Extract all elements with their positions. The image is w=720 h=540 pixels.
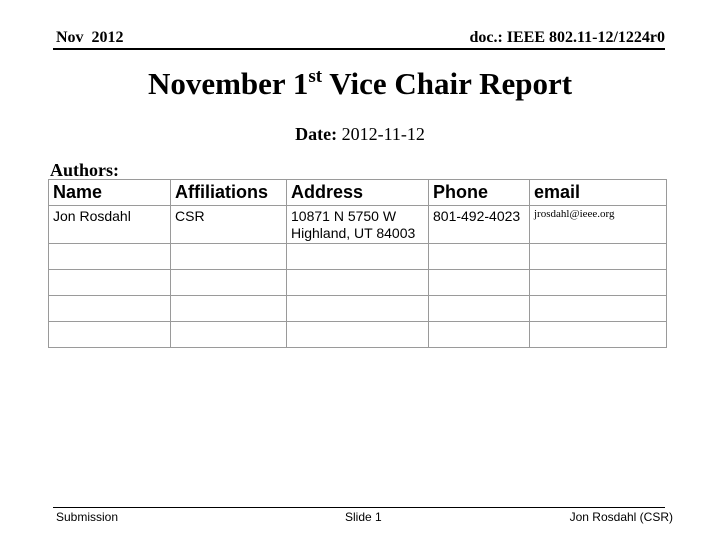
cell-phone <box>429 244 530 270</box>
cell-name <box>49 244 171 270</box>
cell-email: jrosdahl@ieee.org <box>530 206 667 244</box>
cell-phone: 801-492-4023 <box>429 206 530 244</box>
cell-address <box>287 270 429 296</box>
table-row <box>49 322 667 348</box>
footer-author: Jon Rosdahl (CSR) <box>569 510 673 524</box>
title-superscript: st <box>308 66 323 87</box>
cell-affiliation <box>171 244 287 270</box>
cell-email <box>530 296 667 322</box>
cell-phone <box>429 296 530 322</box>
cell-phone <box>429 270 530 296</box>
title-suffix: Vice Chair Report <box>322 66 573 101</box>
footer-divider <box>53 507 665 508</box>
cell-address <box>287 244 429 270</box>
date-label: Date: <box>295 124 338 144</box>
date-value: 2012-11-12 <box>337 124 425 144</box>
cell-affiliation <box>171 296 287 322</box>
cell-address: 10871 N 5750 W Highland, UT 84003 <box>287 206 429 244</box>
cell-email <box>530 322 667 348</box>
cell-affiliation: CSR <box>171 206 287 244</box>
footer-slide-number: Slide 1 <box>345 510 382 524</box>
cell-email <box>530 270 667 296</box>
table-row <box>49 244 667 270</box>
header-divider <box>53 48 665 50</box>
cell-address <box>287 322 429 348</box>
cell-name: Jon Rosdahl <box>49 206 171 244</box>
slide-title <box>0 66 720 102</box>
table-row <box>49 270 667 296</box>
cell-name <box>49 296 171 322</box>
authors-label: Authors: <box>50 160 120 180</box>
cell-name <box>49 322 171 348</box>
cell-phone <box>429 322 530 348</box>
column-header-affiliations: Affiliations <box>171 180 287 206</box>
column-header-name: Name <box>49 180 171 206</box>
cell-address <box>287 296 429 322</box>
authors-table <box>48 179 667 348</box>
date-line <box>0 124 720 145</box>
cell-email <box>530 244 667 270</box>
column-header-phone: Phone <box>429 180 530 206</box>
header-date: Nov 2012 <box>56 29 124 46</box>
cell-affiliation <box>171 270 287 296</box>
footer-submission: Submission <box>56 510 119 524</box>
column-header-address: Address <box>287 180 429 206</box>
table-row <box>49 206 667 244</box>
title-prefix: November 1 <box>147 66 309 101</box>
table-row <box>49 296 667 322</box>
table-header-row <box>49 180 667 206</box>
header-doc-id: doc.: IEEE 802.11-12/1224r0 <box>469 29 665 46</box>
cell-name <box>49 270 171 296</box>
cell-affiliation <box>171 322 287 348</box>
column-header-email: email <box>530 180 667 206</box>
